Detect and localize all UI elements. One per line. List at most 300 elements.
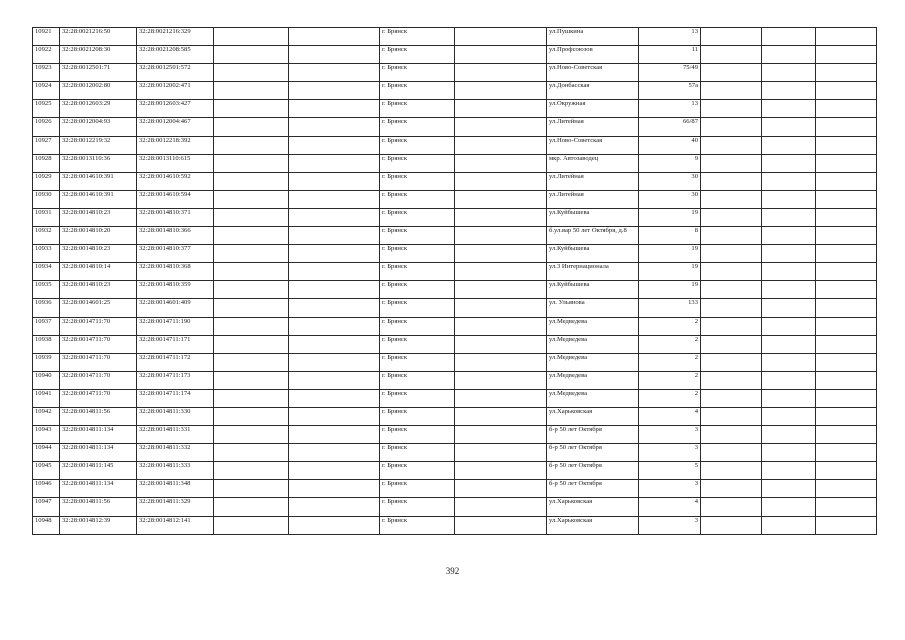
empty-cell: [455, 353, 547, 371]
land-parcel-cadastral-cell: 32:28:0012501:71: [60, 64, 137, 82]
object-cadastral-cell: 32:28:0012002:471: [137, 82, 214, 100]
street-cell: ул. Ульянова: [547, 299, 639, 317]
city-cell: г. Брянск: [380, 317, 455, 335]
table-row: [33, 371, 877, 389]
land-parcel-cadastral-cell: 32:28:0021208:30: [60, 46, 137, 64]
row-number-cell: 10944: [33, 444, 60, 462]
city-cell: г. Брянск: [380, 516, 455, 534]
empty-cell: [455, 335, 547, 353]
table-row: [33, 28, 877, 46]
table-row: [33, 82, 877, 100]
empty-cell: [762, 407, 816, 425]
empty-cell: [214, 64, 289, 82]
empty-cell: [816, 462, 877, 480]
object-cadastral-cell: 32:28:0021216:329: [137, 28, 214, 46]
empty-cell: [214, 498, 289, 516]
empty-cell: [816, 299, 877, 317]
empty-cell: [701, 444, 762, 462]
empty-cell: [214, 208, 289, 226]
street-cell: ул.Пушкина: [547, 28, 639, 46]
empty-cell: [214, 172, 289, 190]
street-cell: ул.Куйбышева: [547, 208, 639, 226]
empty-cell: [214, 190, 289, 208]
empty-cell: [289, 389, 380, 407]
house-number-cell: 4: [639, 498, 701, 516]
empty-cell: [289, 245, 380, 263]
registry-table: [32, 27, 877, 535]
object-cadastral-cell: 32:28:0014811:333: [137, 462, 214, 480]
object-cadastral-cell: 32:28:0014711:171: [137, 335, 214, 353]
empty-cell: [289, 480, 380, 498]
city-cell: г. Брянск: [380, 299, 455, 317]
empty-cell: [762, 462, 816, 480]
registry-table-body: [33, 28, 877, 535]
empty-cell: [289, 444, 380, 462]
house-number-cell: 19: [639, 263, 701, 281]
empty-cell: [701, 28, 762, 46]
table-row: [33, 100, 877, 118]
empty-cell: [701, 227, 762, 245]
empty-cell: [289, 82, 380, 100]
table-row: [33, 118, 877, 136]
object-cadastral-cell: 32:28:0012603:427: [137, 100, 214, 118]
table-row: [33, 172, 877, 190]
street-cell: ул.Харьковская: [547, 516, 639, 534]
empty-cell: [455, 64, 547, 82]
land-parcel-cadastral-cell: 32:28:0012002:80: [60, 82, 137, 100]
empty-cell: [455, 245, 547, 263]
empty-cell: [455, 299, 547, 317]
house-number-cell: 57а: [639, 82, 701, 100]
empty-cell: [816, 426, 877, 444]
empty-cell: [455, 190, 547, 208]
empty-cell: [701, 407, 762, 425]
empty-cell: [214, 100, 289, 118]
street-cell: б-р 50 лет Октября: [547, 462, 639, 480]
table-row: [33, 281, 877, 299]
empty-cell: [214, 389, 289, 407]
table-row: [33, 498, 877, 516]
object-cadastral-cell: 32:28:0014810:371: [137, 208, 214, 226]
row-number-cell: 10924: [33, 82, 60, 100]
row-number-cell: 10943: [33, 426, 60, 444]
empty-cell: [289, 46, 380, 64]
row-number-cell: 10942: [33, 407, 60, 425]
row-number-cell: 10939: [33, 353, 60, 371]
empty-cell: [289, 28, 380, 46]
empty-cell: [455, 118, 547, 136]
empty-cell: [289, 462, 380, 480]
row-number-cell: 10922: [33, 46, 60, 64]
empty-cell: [455, 498, 547, 516]
table-row: [33, 227, 877, 245]
empty-cell: [701, 154, 762, 172]
empty-cell: [214, 154, 289, 172]
row-number-cell: 10928: [33, 154, 60, 172]
empty-cell: [289, 426, 380, 444]
empty-cell: [289, 227, 380, 245]
street-cell: ул.Куйбышева: [547, 245, 639, 263]
land-parcel-cadastral-cell: 32:28:0014711:70: [60, 371, 137, 389]
empty-cell: [762, 100, 816, 118]
street-cell: ул.Харьковская: [547, 407, 639, 425]
land-parcel-cadastral-cell: 32:28:0012004:93: [60, 118, 137, 136]
street-cell: ул.Куйбышева: [547, 281, 639, 299]
house-number-cell: 3: [639, 516, 701, 534]
empty-cell: [455, 407, 547, 425]
empty-cell: [289, 516, 380, 534]
empty-cell: [289, 64, 380, 82]
object-cadastral-cell: 32:28:0014810:366: [137, 227, 214, 245]
house-number-cell: 2: [639, 353, 701, 371]
empty-cell: [455, 263, 547, 281]
empty-cell: [701, 263, 762, 281]
table-row: [33, 46, 877, 64]
empty-cell: [289, 407, 380, 425]
house-number-cell: 3: [639, 426, 701, 444]
row-number-cell: 10947: [33, 498, 60, 516]
empty-cell: [289, 371, 380, 389]
empty-cell: [762, 335, 816, 353]
land-parcel-cadastral-cell: 32:28:0014811:134: [60, 480, 137, 498]
object-cadastral-cell: 32:28:0014711:190: [137, 317, 214, 335]
empty-cell: [214, 299, 289, 317]
empty-cell: [701, 317, 762, 335]
empty-cell: [762, 136, 816, 154]
object-cadastral-cell: 32:28:0014610:592: [137, 172, 214, 190]
table-row: [33, 136, 877, 154]
empty-cell: [816, 136, 877, 154]
empty-cell: [762, 389, 816, 407]
empty-cell: [214, 281, 289, 299]
empty-cell: [214, 46, 289, 64]
empty-cell: [214, 136, 289, 154]
land-parcel-cadastral-cell: 32:28:0014810:23: [60, 208, 137, 226]
object-cadastral-cell: 32:28:0014811:331: [137, 426, 214, 444]
empty-cell: [762, 118, 816, 136]
city-cell: г. Брянск: [380, 426, 455, 444]
table-row: [33, 208, 877, 226]
empty-cell: [455, 389, 547, 407]
empty-cell: [762, 281, 816, 299]
row-number-cell: 10923: [33, 64, 60, 82]
house-number-cell: 11: [639, 46, 701, 64]
empty-cell: [455, 426, 547, 444]
empty-cell: [816, 371, 877, 389]
row-number-cell: 10946: [33, 480, 60, 498]
empty-cell: [214, 480, 289, 498]
empty-cell: [816, 154, 877, 172]
house-number-cell: 66/87: [639, 118, 701, 136]
empty-cell: [701, 353, 762, 371]
house-number-cell: 13: [639, 28, 701, 46]
empty-cell: [762, 480, 816, 498]
table-row: [33, 462, 877, 480]
object-cadastral-cell: 32:28:0012004:467: [137, 118, 214, 136]
empty-cell: [701, 498, 762, 516]
house-number-cell: 19: [639, 245, 701, 263]
empty-cell: [289, 154, 380, 172]
row-number-cell: 10929: [33, 172, 60, 190]
table-row: [33, 299, 877, 317]
house-number-cell: 2: [639, 371, 701, 389]
land-parcel-cadastral-cell: 32:28:0014810:20: [60, 227, 137, 245]
row-number-cell: 10940: [33, 371, 60, 389]
street-cell: ул.Харьковская: [547, 498, 639, 516]
object-cadastral-cell: 32:28:0014711:172: [137, 353, 214, 371]
empty-cell: [816, 46, 877, 64]
empty-cell: [289, 100, 380, 118]
empty-cell: [701, 82, 762, 100]
empty-cell: [701, 245, 762, 263]
row-number-cell: 10933: [33, 245, 60, 263]
land-parcel-cadastral-cell: 32:28:0014711:70: [60, 317, 137, 335]
empty-cell: [762, 498, 816, 516]
street-cell: ул.Медведева: [547, 353, 639, 371]
empty-cell: [701, 136, 762, 154]
empty-cell: [455, 317, 547, 335]
table-row: [33, 444, 877, 462]
empty-cell: [289, 172, 380, 190]
empty-cell: [762, 190, 816, 208]
house-number-cell: 2: [639, 389, 701, 407]
object-cadastral-cell: 32:28:0012501:572: [137, 64, 214, 82]
street-cell: ул.Окружная: [547, 100, 639, 118]
empty-cell: [762, 227, 816, 245]
land-parcel-cadastral-cell: 32:28:0021216:50: [60, 28, 137, 46]
empty-cell: [762, 371, 816, 389]
empty-cell: [816, 28, 877, 46]
empty-cell: [701, 462, 762, 480]
land-parcel-cadastral-cell: 32:28:0014810:23: [60, 245, 137, 263]
empty-cell: [816, 64, 877, 82]
empty-cell: [289, 281, 380, 299]
row-number-cell: 10937: [33, 317, 60, 335]
empty-cell: [762, 46, 816, 64]
house-number-cell: 30: [639, 190, 701, 208]
empty-cell: [816, 245, 877, 263]
empty-cell: [762, 154, 816, 172]
empty-cell: [455, 281, 547, 299]
city-cell: г. Брянск: [380, 154, 455, 172]
city-cell: г. Брянск: [380, 462, 455, 480]
empty-cell: [762, 64, 816, 82]
empty-cell: [214, 335, 289, 353]
empty-cell: [214, 118, 289, 136]
street-cell: ул.Литейная: [547, 190, 639, 208]
house-number-cell: 19: [639, 208, 701, 226]
empty-cell: [455, 28, 547, 46]
empty-cell: [214, 407, 289, 425]
empty-cell: [816, 498, 877, 516]
city-cell: г. Брянск: [380, 498, 455, 516]
land-parcel-cadastral-cell: 32:28:0014812:39: [60, 516, 137, 534]
city-cell: г. Брянск: [380, 172, 455, 190]
land-parcel-cadastral-cell: 32:28:0014811:145: [60, 462, 137, 480]
empty-cell: [214, 353, 289, 371]
table-row: [33, 407, 877, 425]
empty-cell: [816, 190, 877, 208]
row-number-cell: 10948: [33, 516, 60, 534]
object-cadastral-cell: 32:28:0014610:594: [137, 190, 214, 208]
street-cell: ул.Медведева: [547, 371, 639, 389]
house-number-cell: 5: [639, 462, 701, 480]
row-number-cell: 10938: [33, 335, 60, 353]
empty-cell: [455, 227, 547, 245]
empty-cell: [816, 82, 877, 100]
empty-cell: [701, 172, 762, 190]
empty-cell: [289, 299, 380, 317]
empty-cell: [816, 227, 877, 245]
row-number-cell: 10936: [33, 299, 60, 317]
land-parcel-cadastral-cell: 32:28:0014811:134: [60, 444, 137, 462]
table-row: [33, 245, 877, 263]
object-cadastral-cell: 32:28:0012218:392: [137, 136, 214, 154]
empty-cell: [816, 353, 877, 371]
row-number-cell: 10934: [33, 263, 60, 281]
object-cadastral-cell: 32:28:0014601:409: [137, 299, 214, 317]
empty-cell: [762, 172, 816, 190]
city-cell: г. Брянск: [380, 100, 455, 118]
empty-cell: [816, 172, 877, 190]
empty-cell: [762, 516, 816, 534]
table-row: [33, 516, 877, 534]
object-cadastral-cell: 32:28:0014812:141: [137, 516, 214, 534]
house-number-cell: 75/49: [639, 64, 701, 82]
empty-cell: [214, 263, 289, 281]
page-number: 392: [445, 566, 460, 576]
empty-cell: [701, 118, 762, 136]
city-cell: г. Брянск: [380, 480, 455, 498]
empty-cell: [816, 281, 877, 299]
city-cell: г. Брянск: [380, 64, 455, 82]
row-number-cell: 10932: [33, 227, 60, 245]
city-cell: г. Брянск: [380, 227, 455, 245]
empty-cell: [455, 136, 547, 154]
empty-cell: [701, 335, 762, 353]
object-cadastral-cell: 32:28:0014810:368: [137, 263, 214, 281]
row-number-cell: 10927: [33, 136, 60, 154]
empty-cell: [455, 82, 547, 100]
city-cell: г. Брянск: [380, 82, 455, 100]
street-cell: ул.Медведева: [547, 389, 639, 407]
city-cell: г. Брянск: [380, 28, 455, 46]
table-row: [33, 263, 877, 281]
street-cell: ул.Донбасская: [547, 82, 639, 100]
empty-cell: [701, 46, 762, 64]
row-number-cell: 10931: [33, 208, 60, 226]
street-cell: ул.Медведева: [547, 317, 639, 335]
empty-cell: [214, 28, 289, 46]
empty-cell: [289, 190, 380, 208]
empty-cell: [455, 154, 547, 172]
empty-cell: [289, 136, 380, 154]
empty-cell: [214, 516, 289, 534]
empty-cell: [701, 371, 762, 389]
object-cadastral-cell: 32:28:0021208:585: [137, 46, 214, 64]
empty-cell: [455, 444, 547, 462]
street-cell: ул.Профсоюзов: [547, 46, 639, 64]
empty-cell: [214, 82, 289, 100]
table-row: [33, 426, 877, 444]
object-cadastral-cell: 32:28:0013110:615: [137, 154, 214, 172]
empty-cell: [816, 335, 877, 353]
empty-cell: [701, 480, 762, 498]
row-number-cell: 10921: [33, 28, 60, 46]
city-cell: г. Брянск: [380, 371, 455, 389]
street-cell: б-р 50 лет Октября: [547, 480, 639, 498]
house-number-cell: 13: [639, 100, 701, 118]
empty-cell: [816, 263, 877, 281]
empty-cell: [701, 64, 762, 82]
empty-cell: [762, 426, 816, 444]
empty-cell: [455, 46, 547, 64]
empty-cell: [816, 444, 877, 462]
empty-cell: [762, 444, 816, 462]
empty-cell: [762, 208, 816, 226]
empty-cell: [214, 444, 289, 462]
house-number-cell: 30: [639, 172, 701, 190]
street-cell: б.ул.вар 50 лет Октября, д.8: [547, 227, 639, 245]
land-parcel-cadastral-cell: 32:28:0014610:391: [60, 172, 137, 190]
city-cell: г. Брянск: [380, 389, 455, 407]
house-number-cell: 2: [639, 335, 701, 353]
object-cadastral-cell: 32:28:0014810:359: [137, 281, 214, 299]
empty-cell: [455, 371, 547, 389]
empty-cell: [214, 317, 289, 335]
empty-cell: [289, 317, 380, 335]
empty-cell: [816, 118, 877, 136]
land-parcel-cadastral-cell: 32:28:0014601:25: [60, 299, 137, 317]
table-row: [33, 353, 877, 371]
land-parcel-cadastral-cell: 32:28:0012603:29: [60, 100, 137, 118]
empty-cell: [762, 299, 816, 317]
street-cell: ул.Литейная: [547, 172, 639, 190]
empty-cell: [455, 172, 547, 190]
table-row: [33, 480, 877, 498]
empty-cell: [289, 208, 380, 226]
city-cell: г. Брянск: [380, 136, 455, 154]
city-cell: г. Брянск: [380, 281, 455, 299]
table-row: [33, 317, 877, 335]
empty-cell: [289, 498, 380, 516]
land-parcel-cadastral-cell: 32:28:0014610:391: [60, 190, 137, 208]
empty-cell: [701, 426, 762, 444]
land-parcel-cadastral-cell: 32:28:0014711:70: [60, 353, 137, 371]
empty-cell: [762, 317, 816, 335]
street-cell: ул.Медведева: [547, 335, 639, 353]
empty-cell: [816, 480, 877, 498]
empty-cell: [701, 190, 762, 208]
empty-cell: [455, 516, 547, 534]
table-row: [33, 154, 877, 172]
empty-cell: [816, 389, 877, 407]
empty-cell: [816, 317, 877, 335]
empty-cell: [289, 118, 380, 136]
object-cadastral-cell: 32:28:0014811:348: [137, 480, 214, 498]
house-number-cell: 4: [639, 407, 701, 425]
empty-cell: [816, 407, 877, 425]
empty-cell: [289, 263, 380, 281]
empty-cell: [455, 462, 547, 480]
land-parcel-cadastral-cell: 32:28:0014811:134: [60, 426, 137, 444]
empty-cell: [455, 100, 547, 118]
city-cell: г. Брянск: [380, 407, 455, 425]
house-number-cell: 133: [639, 299, 701, 317]
row-number-cell: 10935: [33, 281, 60, 299]
city-cell: г. Брянск: [380, 46, 455, 64]
empty-cell: [289, 335, 380, 353]
